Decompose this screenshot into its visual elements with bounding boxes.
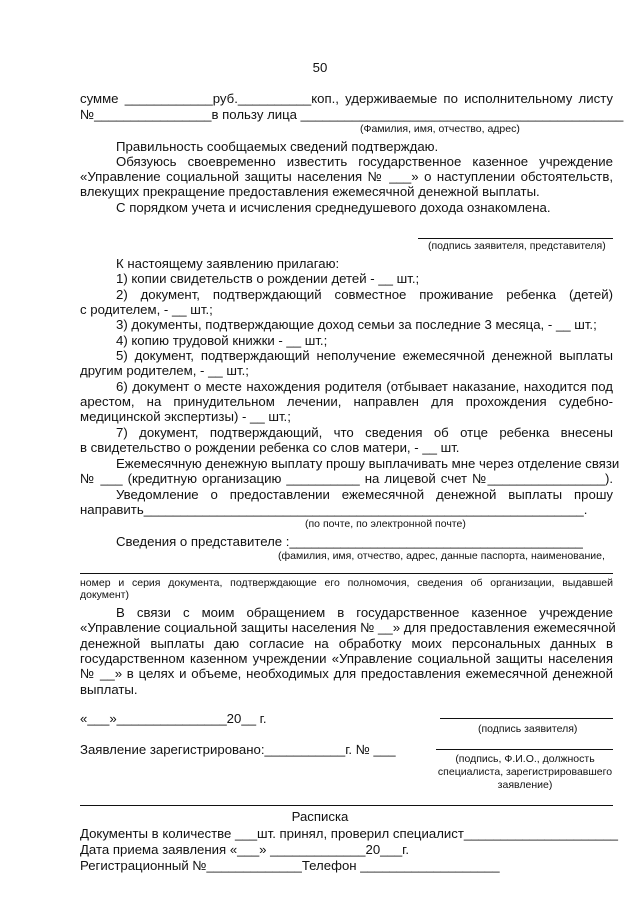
- text-line-consent-6: выплаты.: [80, 682, 138, 697]
- caption-signature-applicant-2: (подпись заявителя): [478, 723, 578, 735]
- receipt-separator: [80, 805, 613, 806]
- attachment-item-7: 7) документ, подтверждающий, что сведения об отце ребенка внесены: [116, 425, 613, 440]
- text-line-consent-5: № __» в целях и объеме, необходимых для предоставления ежемесячной денежной: [80, 666, 613, 681]
- date-line: «___»_______________20__ г.: [80, 711, 267, 726]
- representative-fill-line: [80, 573, 613, 574]
- text-line-obligation-2: «Управление социальной защиты населения № ___» о наступлении обстоятельств,: [80, 169, 613, 184]
- text-line-notification: Уведомление о предоставлении ежемесячной денежной выплаты прошу: [116, 487, 613, 502]
- caption-specialist-3: заявление): [497, 779, 553, 791]
- text-line-attach-heading: К настоящему заявлению прилагаю:: [116, 256, 340, 271]
- text-line-confirm: Правильность сообщаемых сведений подтверждаю.: [116, 139, 439, 154]
- signature-line-applicant: [418, 238, 613, 239]
- text-line-payment-method: Ежемесячную денежную выплату прошу выплачивать мне через отделение связи: [116, 456, 620, 471]
- receipt-line-documents: Документы в количестве ___шт. принял, проверил специалист_____________________: [80, 826, 618, 841]
- attachment-item-6-cont1: арестом, на принудительном лечении, направлен для прохождения судебно-: [80, 394, 613, 409]
- signature-line-applicant-2: [440, 718, 613, 719]
- text-line-consent-3: денежной выплаты даю согласие на обработку моих персональных данных в: [80, 636, 613, 651]
- attachment-item-3: 3) документы, подтверждающие доход семьи за последние 3 месяца, - __ шт.;: [116, 317, 597, 332]
- caption-specialist-1: (подпись, Ф.И.О., должность: [455, 753, 595, 765]
- signature-line-specialist: [436, 749, 613, 750]
- text-line-registered: Заявление зарегистрировано:___________г. № ___: [80, 742, 396, 757]
- text-line-amount: сумме ____________руб.__________коп., удерживаемые по исполнительному листу: [80, 91, 613, 106]
- caption-signature-applicant: (подпись заявителя, представителя): [428, 240, 606, 252]
- attachment-item-6-cont2: медицинской экспертизы) - __ шт.;: [80, 409, 291, 424]
- caption-specialist-2: специалиста, зарегистрировавшего: [437, 766, 613, 778]
- attachment-item-1: 1) копии свидетельств о рождении детей - __ шт.;: [116, 271, 420, 286]
- text-line-consent-1: В связи с моим обращением в государственное казенное учреждение: [116, 605, 613, 620]
- text-line-consent-4: государственном казенном учреждении «Управление социальной защиты населения: [80, 651, 613, 666]
- attachment-item-5: 5) документ, подтверждающий неполучение ежемесячной денежной выплаты: [116, 348, 613, 363]
- attachment-item-2: 2) документ, подтверждающий совместное проживание ребенка (детей): [116, 287, 613, 302]
- text-line-representative: Сведения о представителе :________________________________________: [116, 534, 583, 549]
- text-line-payee: №________________в пользу лица ____________________________________________: [80, 107, 624, 122]
- attachment-item-4: 4) копию трудовой книжки - __ шт.;: [116, 333, 328, 348]
- caption-full-name-address: (Фамилия, имя, отчество, адрес): [360, 123, 520, 135]
- text-line-send-to: направить____________________________________________________________.: [80, 502, 588, 517]
- caption-representative-3: документ): [80, 589, 129, 601]
- attachment-item-7-cont: в свидетельство о рождении ребенка со слов матери, - __ шт.: [80, 440, 460, 455]
- caption-mail-email: (по почте, по электронной почте): [305, 518, 466, 530]
- caption-representative-1: (фамилия, имя, отчество, адрес, данные паспорта, наименование,: [278, 550, 605, 562]
- page-number: 50: [312, 60, 328, 75]
- attachment-item-6: 6) документ о месте нахождения родителя (отбывает наказание, находится под: [116, 379, 613, 394]
- receipt-title: Расписка: [291, 809, 349, 824]
- text-line-payment-account: № ___ (кредитную организацию __________ на лицевой счет №________________).: [80, 471, 613, 486]
- attachment-item-2-cont: с родителем, - __ шт.;: [80, 302, 213, 317]
- text-line-consent-2: «Управление социальной защиты населения № __» для предоставления ежемесячной: [80, 620, 616, 635]
- text-line-acquainted: С порядком учета и исчисления среднедушевого дохода ознакомлена.: [116, 200, 551, 215]
- receipt-line-date: Дата приема заявления «___» _____________20___г.: [80, 842, 410, 857]
- caption-representative-2: номер и серия документа, подтверждающие его полномочия, сведения об организации, выдавшей: [80, 577, 613, 589]
- text-line-obligation-3: влекущих прекращение предоставления ежемесячной денежной выплаты.: [80, 184, 540, 199]
- text-line-obligation-1: Обязуюсь своевременно известить государственное казенное учреждение: [116, 154, 613, 169]
- receipt-line-registration: Регистрационный №_____________Телефон ___________________: [80, 858, 500, 873]
- attachment-item-5-cont: другим родителем, - __ шт.;: [80, 363, 249, 378]
